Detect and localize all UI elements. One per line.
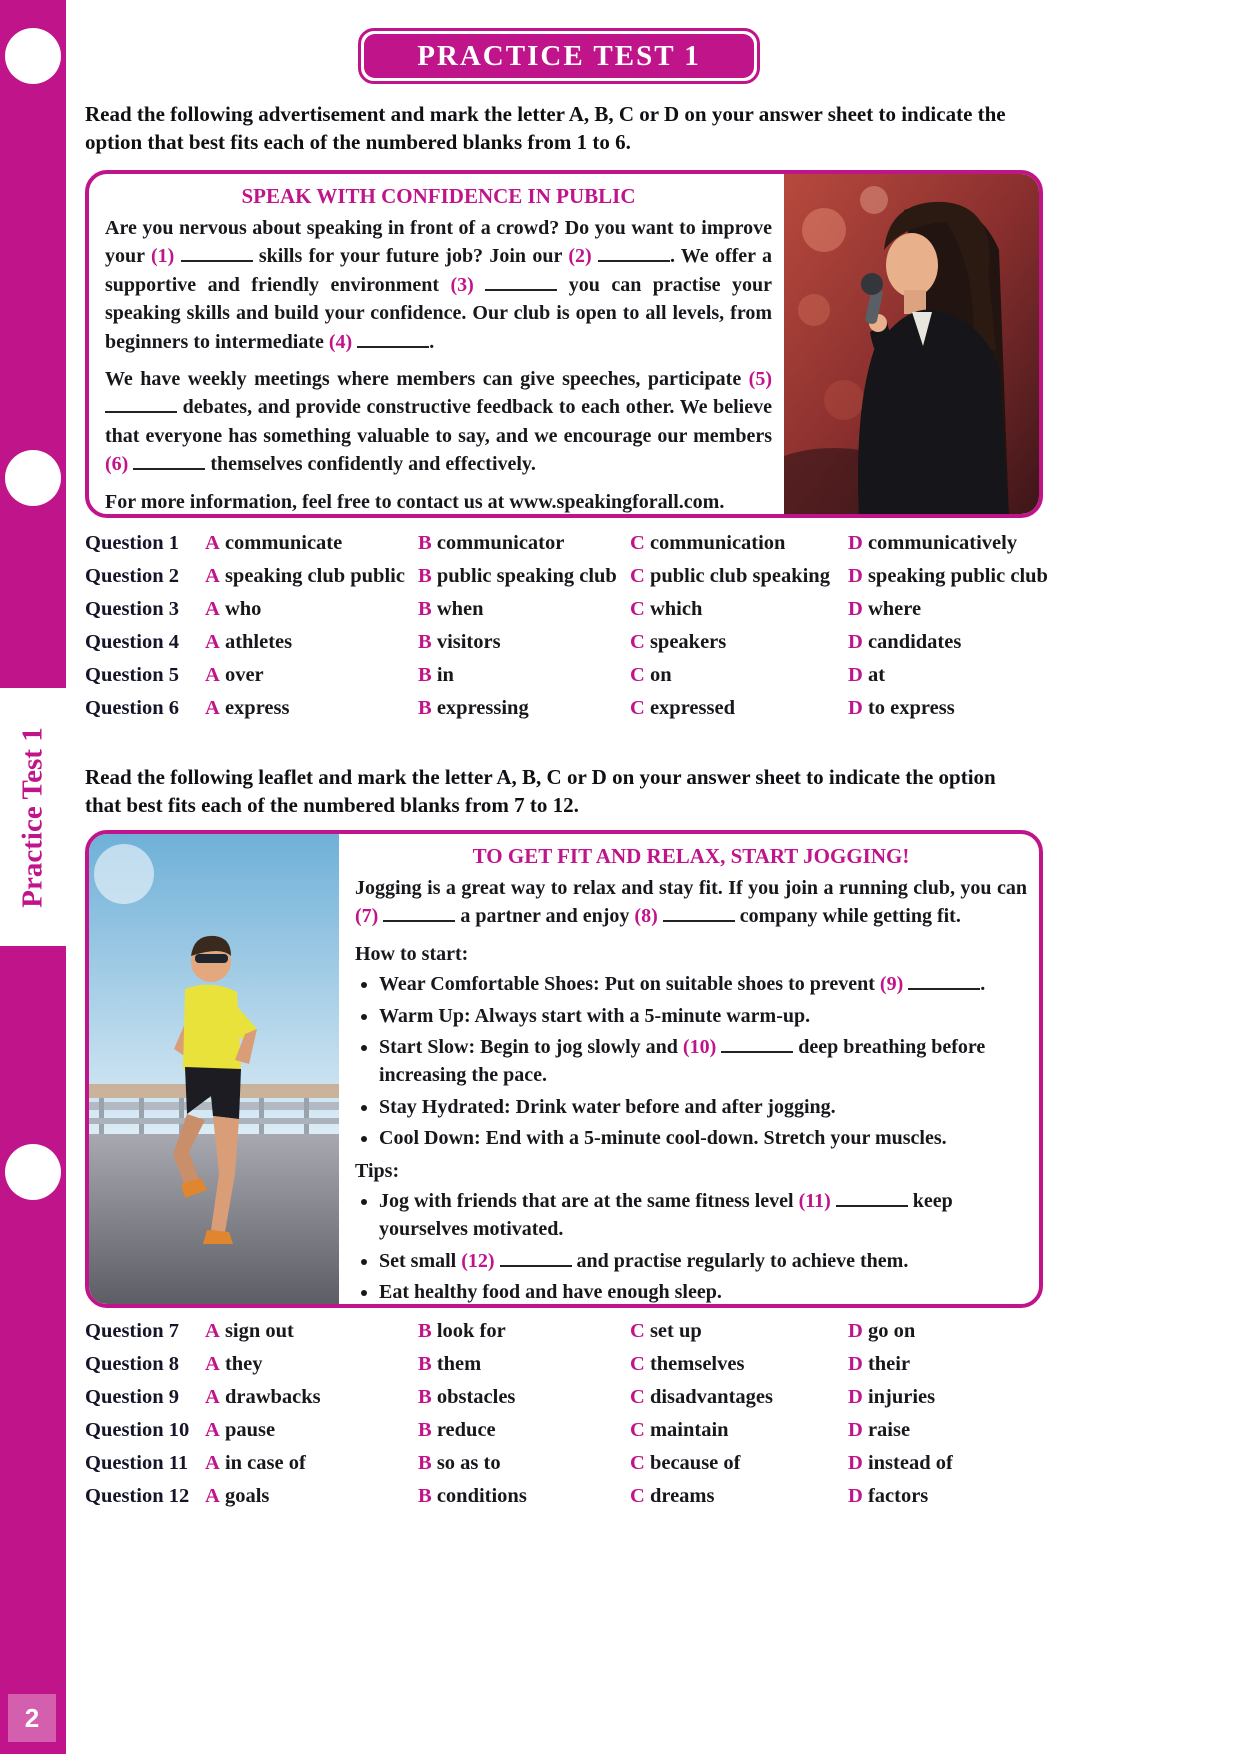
bullet-item: • Warm Up: Always start with a 5-minute warm-up. xyxy=(379,1002,1027,1030)
option-letter: B xyxy=(418,664,432,686)
question-label: Question 7 xyxy=(85,1320,179,1342)
question-label: Question 11 xyxy=(85,1452,189,1474)
option-letter: A xyxy=(205,1386,220,1408)
answer-blank xyxy=(908,974,980,990)
answer-blank xyxy=(598,246,670,262)
option-A: A they xyxy=(205,1353,263,1375)
blank-number: (2) xyxy=(568,245,592,268)
section1-instruction: Read the following advertisement and mark the letter A, B, C or D on your answer sheet to indicate the option that best fits each of the numbered blanks from 1 to 6. xyxy=(85,102,1006,155)
option-letter: B xyxy=(418,598,432,620)
question-row xyxy=(85,532,1165,555)
question-row xyxy=(85,1353,1165,1376)
option-letter: D xyxy=(848,1386,863,1408)
blank-number: (3) xyxy=(450,273,474,296)
option-letter: C xyxy=(630,1320,645,1342)
option-D: D their xyxy=(848,1353,911,1375)
sidebar-hole-circle xyxy=(5,1144,61,1200)
how-to-start-list xyxy=(355,970,1027,1152)
sidebar-hole-circle xyxy=(5,28,61,84)
how-to-start-label: How to start: xyxy=(355,942,469,965)
question-label: Question 12 xyxy=(85,1485,190,1507)
answer-blank xyxy=(383,906,455,922)
option-letter: D xyxy=(848,1353,863,1375)
question-label: Question 8 xyxy=(85,1353,179,1375)
option-B: B them xyxy=(418,1353,482,1375)
option-A: A express xyxy=(205,697,290,719)
question-row xyxy=(85,598,1165,621)
questions-1-6 xyxy=(85,532,1165,730)
blank-number: (9) xyxy=(879,973,904,996)
option-letter: D xyxy=(848,1419,863,1441)
option-letter: C xyxy=(630,1353,645,1375)
page-number: 2 xyxy=(8,1694,56,1742)
option-letter: B xyxy=(418,697,432,719)
blank-number: (4) xyxy=(328,330,353,353)
option-D: D candidates xyxy=(848,631,962,653)
option-letter: B xyxy=(418,1320,432,1342)
option-letter: B xyxy=(418,1386,432,1408)
option-A: A in case of xyxy=(205,1452,306,1474)
answer-blank xyxy=(836,1191,908,1207)
option-C: C disadvantages xyxy=(630,1386,773,1408)
advertisement-title: SPEAK WITH CONFIDENCE IN PUBLIC xyxy=(241,184,636,208)
question-row xyxy=(85,697,1165,720)
option-D: D go on xyxy=(848,1320,916,1342)
option-letter: C xyxy=(630,664,645,686)
option-letter: A xyxy=(205,697,220,719)
option-letter: B xyxy=(418,565,432,587)
option-C: C speakers xyxy=(630,631,727,653)
answer-blank xyxy=(357,332,429,348)
option-letter: A xyxy=(205,1419,220,1441)
option-C: C expressed xyxy=(630,697,735,719)
bullet-item: • Jog with friends that are at the same fitness level (11) keep yourselves motivated. xyxy=(379,1187,1027,1244)
bullet-item: • Eat healthy food and have enough sleep. xyxy=(379,1278,1027,1306)
question-row xyxy=(85,1386,1165,1409)
tips-list xyxy=(355,1187,1027,1307)
blank-number: (11) xyxy=(798,1189,831,1212)
passage-paragraph: Jogging is a great way to relax and stay fit. If you join a running club, you can (7) a partner and enjoy (8) company while getting fit. xyxy=(355,877,1027,928)
option-letter: C xyxy=(630,697,645,719)
option-letter: B xyxy=(418,532,432,554)
option-letter: C xyxy=(630,565,645,587)
sidebar-label-wrap xyxy=(0,688,66,946)
answer-blank xyxy=(663,906,735,922)
option-letter: B xyxy=(418,1485,432,1507)
passage-paragraph: We have weekly meetings where members can give speeches, participate (5) debates, and provide constructive feedback to each other. We believe that everyone has something valuable to say, and we encourage our members (6) themselves confidently and effectively. xyxy=(105,367,772,476)
passage-paragraph: Are you nervous about speaking in front of a crowd? Do you want to improve your (1) skills for your future job? Join our (2) . We offer a supportive and friendly environment (3) you can practise your speaking skills and build your confidence. Our club is open to all levels, from beginners to intermediate (4) . xyxy=(105,217,773,353)
option-A: A athletes xyxy=(205,631,293,653)
option-C: C because of xyxy=(630,1452,741,1474)
option-letter: A xyxy=(205,1353,220,1375)
option-letter: D xyxy=(848,631,863,653)
option-B: B when xyxy=(418,598,484,620)
option-letter: D xyxy=(848,664,863,686)
option-letter: B xyxy=(418,1452,432,1474)
answer-blank xyxy=(133,454,205,470)
blank-number: (12) xyxy=(461,1249,495,1272)
option-letter: A xyxy=(205,565,220,587)
option-letter: A xyxy=(205,1485,220,1507)
question-label: Question 9 xyxy=(85,1386,179,1408)
blank-number: (10) xyxy=(682,1035,717,1058)
option-letter: B xyxy=(418,1353,432,1375)
option-D: D speaking public club xyxy=(848,565,1048,587)
option-letter: A xyxy=(205,1320,220,1342)
question-label: Question 4 xyxy=(85,631,179,653)
option-letter: C xyxy=(630,598,645,620)
option-D: D at xyxy=(848,664,886,686)
option-C: C communication xyxy=(630,532,786,554)
question-row xyxy=(85,1452,1165,1475)
option-D: D instead of xyxy=(848,1452,953,1474)
page-title: PRACTICE TEST 1 xyxy=(417,39,701,72)
bullet-item: • Wear Comfortable Shoes: Put on suitable shoes to prevent (9) . xyxy=(379,970,1027,998)
option-D: D injuries xyxy=(848,1386,936,1408)
option-letter: D xyxy=(848,565,863,587)
option-letter: A xyxy=(205,532,220,554)
advertisement-text xyxy=(89,174,784,514)
option-C: C public club speaking xyxy=(630,565,830,587)
bullet-item: • Start Slow: Begin to jog slowly and (10) deep breathing before increasing the pace. xyxy=(379,1033,1027,1090)
sidebar-label: Practice Test 1 xyxy=(16,726,49,908)
question-row xyxy=(85,1419,1165,1442)
option-letter: D xyxy=(848,1320,863,1342)
option-letter: D xyxy=(848,1452,863,1474)
option-A: A sign out xyxy=(205,1320,294,1342)
option-A: A drawbacks xyxy=(205,1386,321,1408)
advertisement-box xyxy=(85,170,1043,518)
option-A: A communicate xyxy=(205,532,343,554)
option-D: D communicatively xyxy=(848,532,1018,554)
sidebar xyxy=(0,0,66,1754)
question-row xyxy=(85,631,1165,654)
option-B: B public speaking club xyxy=(418,565,617,587)
option-letter: C xyxy=(630,532,645,554)
questions-7-12 xyxy=(85,1320,1165,1518)
question-label: Question 5 xyxy=(85,664,179,686)
answer-blank xyxy=(500,1251,572,1267)
option-C: C which xyxy=(630,598,703,620)
blank-number: (5) xyxy=(748,367,772,390)
blank-number: (8) xyxy=(634,905,658,928)
option-C: C set up xyxy=(630,1320,702,1342)
option-B: B so as to xyxy=(418,1452,501,1474)
option-A: A speaking club public xyxy=(205,565,405,587)
option-letter: B xyxy=(418,631,432,653)
option-letter: A xyxy=(205,631,220,653)
option-letter: D xyxy=(848,532,863,554)
tips-label: Tips: xyxy=(355,1159,400,1182)
option-letter: C xyxy=(630,1452,645,1474)
leaflet-box xyxy=(85,830,1043,1308)
leaflet-text xyxy=(339,834,1039,1304)
option-A: A over xyxy=(205,664,264,686)
option-letter: B xyxy=(418,1419,432,1441)
option-letter: A xyxy=(205,598,220,620)
option-B: B reduce xyxy=(418,1419,496,1441)
question-row xyxy=(85,1485,1165,1508)
blank-number: (6) xyxy=(105,453,129,476)
page-title-box xyxy=(358,28,760,84)
question-row xyxy=(85,664,1165,687)
bullet-item: • Stay Hydrated: Drink water before and after jogging. xyxy=(379,1093,1027,1121)
option-letter: A xyxy=(205,1452,220,1474)
option-D: D to express xyxy=(848,697,955,719)
question-label: Question 10 xyxy=(85,1419,190,1441)
question-row xyxy=(85,565,1165,588)
leaflet-title: TO GET FIT AND RELAX, START JOGGING! xyxy=(472,844,910,868)
sidebar-hole-circle xyxy=(5,450,61,506)
answer-blank xyxy=(105,397,177,413)
option-letter: C xyxy=(630,1485,645,1507)
option-B: B expressing xyxy=(418,697,529,719)
question-label: Question 1 xyxy=(85,532,179,554)
passage-paragraph: For more information, feel free to contact us at www.speakingforall.com. xyxy=(105,490,725,513)
option-A: A pause xyxy=(205,1419,276,1441)
option-B: B look for xyxy=(418,1320,506,1342)
option-D: D raise xyxy=(848,1419,911,1441)
question-label: Question 2 xyxy=(85,565,179,587)
option-D: D factors xyxy=(848,1485,929,1507)
option-B: B conditions xyxy=(418,1485,527,1507)
option-D: D where xyxy=(848,598,922,620)
option-A: A goals xyxy=(205,1485,270,1507)
option-letter: D xyxy=(848,697,863,719)
option-letter: C xyxy=(630,1419,645,1441)
question-row xyxy=(85,1320,1165,1343)
option-C: C on xyxy=(630,664,672,686)
option-C: C maintain xyxy=(630,1419,729,1441)
answer-blank xyxy=(485,275,557,291)
section2-instruction: Read the following leaflet and mark the letter A, B, C or D on your answer sheet to indicate the option that best fits each of the numbered blanks from 7 to 12. xyxy=(85,765,996,818)
option-B: B visitors xyxy=(418,631,501,653)
answer-blank xyxy=(181,246,253,262)
blank-number: (7) xyxy=(355,905,379,928)
option-A: A who xyxy=(205,598,262,620)
option-C: C dreams xyxy=(630,1485,715,1507)
option-B: B in xyxy=(418,664,454,686)
question-label: Question 6 xyxy=(85,697,179,719)
bullet-item: • Cool Down: End with a 5-minute cool-down. Stretch your muscles. xyxy=(379,1124,1027,1152)
bullet-item: • Set small (12) and practise regularly to achieve them. xyxy=(379,1247,1027,1275)
option-letter: D xyxy=(848,1485,863,1507)
option-letter: C xyxy=(630,631,645,653)
blank-number: (1) xyxy=(150,245,175,268)
option-B: B obstacles xyxy=(418,1386,516,1408)
public-speaker-photo xyxy=(784,174,1039,514)
option-letter: C xyxy=(630,1386,645,1408)
option-letter: A xyxy=(205,664,220,686)
option-B: B communicator xyxy=(418,532,565,554)
question-label: Question 3 xyxy=(85,598,179,620)
jogger-photo xyxy=(89,834,339,1304)
option-letter: D xyxy=(848,598,863,620)
option-C: C themselves xyxy=(630,1353,745,1375)
answer-blank xyxy=(721,1037,793,1053)
